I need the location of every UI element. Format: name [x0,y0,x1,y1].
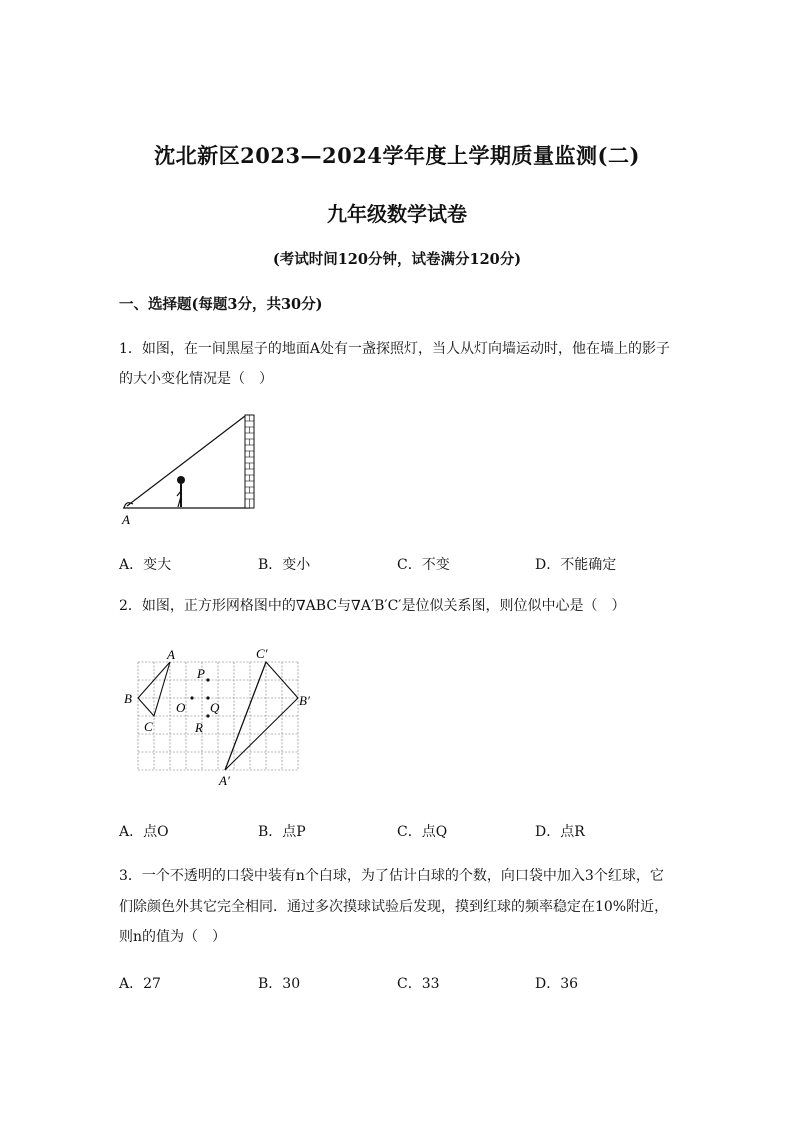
q2-point-p [206,678,209,681]
q1-option-c[interactable]: C．不变 [397,557,450,573]
exam-subtitle: 九年级数学试卷 [327,202,467,226]
q1-figure [115,408,265,528]
q2-label-Q: Q [210,700,220,715]
q2-point-o [190,696,193,699]
q2-label-A: A [167,647,175,662]
q2-option-d[interactable]: D．点R [535,824,585,840]
q2-label-B2: B′ [299,693,310,708]
q1-option-b[interactable]: B．变小 [258,557,311,573]
q1-option-a[interactable]: A．变大 [119,557,172,573]
q3-text-line3: 则n的值为（ ） [119,929,227,945]
q3-text-line1: 3．一个不透明的口袋中装有n个白球，为了估计白球的个数，向口袋中加入3个红球，它 [119,868,664,884]
q2-option-b[interactable]: B．点P [258,824,306,840]
q3-text-line2: 们除颜色外其它完全相同．通过多次摸球试验后发现，摸到红球的频率稳定在10%附近， [119,899,669,915]
q2-label-O: O [176,700,186,715]
q2-label-B: B [124,691,132,706]
q1-option-d[interactable]: D．不能确定 [535,557,617,573]
q1-label-A: A [122,512,130,527]
exam-info: (考试时间120分钟，试卷满分120分) [272,251,522,268]
exam-title: 沈北新区2023—2024学年度上学期质量监测(二) [154,143,640,168]
q1-person-icon [177,476,185,507]
q2-label-R: R [195,720,203,735]
q2-grid [138,662,298,770]
q2-label-C2: C′ [256,646,268,661]
q1-text-line2: 的大小变化情况是（ ） [119,371,273,387]
q3-option-d[interactable]: D．36 [535,976,579,992]
q2-option-c[interactable]: C．点Q [397,824,448,840]
q2-label-A2: A′ [219,773,230,788]
q2-label-C: C [144,719,153,734]
q1-text-line1: 1．如图，在一间黑屋子的地面A处有一盏探照灯，当人从灯向墙运动时，他在墙上的影子 [119,341,671,357]
q2-text-line1: 2．如图，正方形网格图中的∇ABC与∇A′B′C′是位似关系图，则位似中心是（ ） [119,598,626,614]
q2-label-P: P [197,666,205,681]
q2-option-a[interactable]: A．点O [119,824,169,840]
q3-option-a[interactable]: A．27 [119,976,161,992]
q3-option-b[interactable]: B．30 [258,976,301,992]
q3-option-c[interactable]: C．33 [397,976,440,992]
q2-figure [120,642,330,794]
q1-light-ray [127,416,245,506]
section-heading: 一、选择题(每题3分，共30分) [119,296,323,313]
